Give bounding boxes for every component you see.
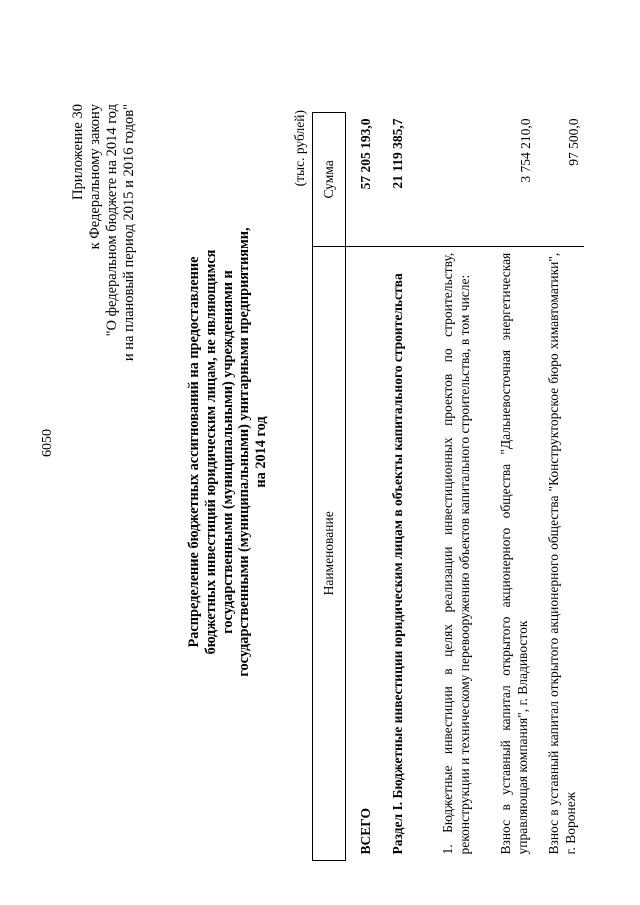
appendix-line: "О федеральном бюджете на 2014 год (104, 104, 120, 337)
page-number: 6050 (40, 429, 55, 457)
header-sum: Сумма (313, 113, 346, 247)
row-sum: 3 754 210,0 (518, 118, 533, 183)
row-sum: 21 119 385,7 (390, 118, 405, 189)
row-sum: 97 500,0 (566, 118, 581, 166)
appendix-line: и на плановый период 2015 и 2016 годов" (121, 104, 137, 362)
appendix-line: к Федеральному закону (87, 104, 103, 250)
row-name: 1. Бюджетные инвестиции в целях реализации инвестиционных проектов по строительству, реконструкции и техническому перевооружению объектов капитального строительства, в том числе: (430, 246, 488, 860)
table-row (536, 113, 584, 861)
header-name: Наименование (313, 246, 346, 860)
table-header-row (313, 113, 346, 861)
row-sum: 57 205 193,0 (358, 118, 373, 190)
appendix-line: Приложение 30 (70, 104, 86, 200)
table-row (346, 113, 381, 861)
document-title: Распределение бюджетных ассигнований на предоставление бюджетных инвестиций юридическим лицам, не являющимся государственными (муниципальными) учреждениями и государственными (муниципальными) унитарными предприятиями, на 2014 год (186, 227, 270, 677)
row-name: Взнос в уставный капитал открытого акционерного общества "Конструкторское бюро химавтоматики", г. Воронеж (536, 246, 584, 860)
table-row (380, 113, 430, 861)
units-label: (тыс. рублей) (292, 110, 307, 187)
table-row (430, 113, 488, 861)
row-name: Раздел I. Бюджетные инвестиции юридическим лицам в объекты капитального строительства (380, 246, 430, 860)
table-row (488, 113, 536, 861)
row-name: Взнос в уставный капитал открытого акционерного общества "Дальневосточная энергетическая управляющая компания", г. Владивосток (488, 246, 536, 860)
appendix-header (70, 104, 138, 524)
row-sum (430, 113, 488, 247)
allocation-table (312, 112, 584, 861)
row-name: ВСЕГО (346, 246, 381, 860)
